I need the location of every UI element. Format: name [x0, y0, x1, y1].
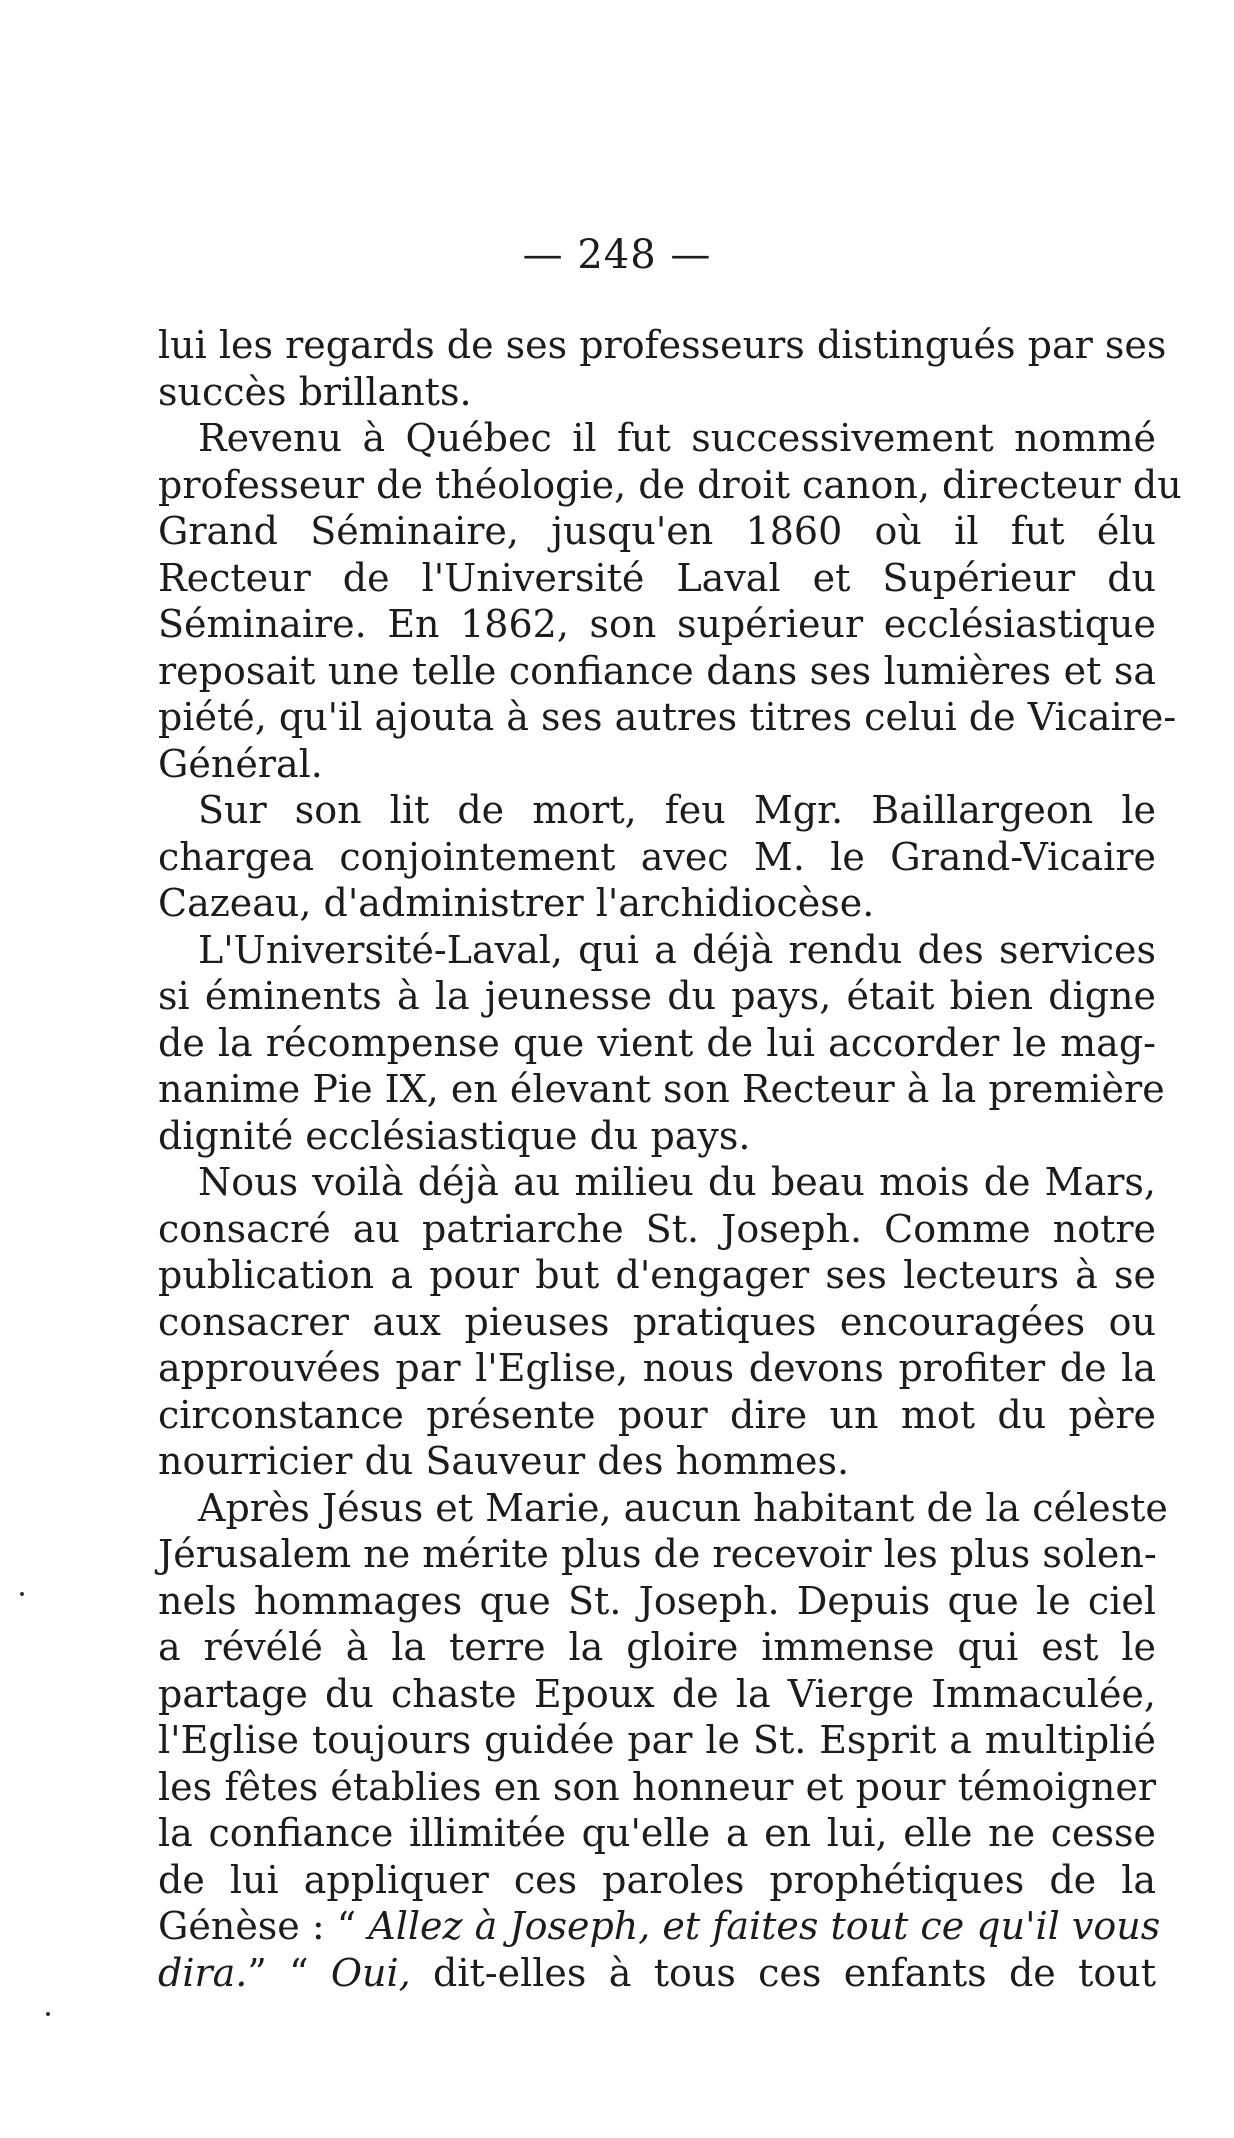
text-line: si éminents à la jeunesse du pays, était bien digne	[158, 974, 1156, 1018]
text-line-mixed	[158, 1903, 1161, 1950]
text-run: Génèse : “	[158, 1904, 357, 1948]
text-line: partage du chaste Epoux de la Vierge Immaculée,	[158, 1671, 1156, 1716]
text-line: circonstance présente pour dire un mot du père	[158, 1392, 1156, 1437]
text-line: nels hommages que St. Joseph. Depuis que le ciel	[158, 1578, 1156, 1623]
text-line-mixed	[158, 1950, 1156, 1997]
text-line: de lui appliquer ces paroles prophétiques de la	[158, 1857, 1156, 1902]
text-line: de la récompense que vient de lui accorder le mag-	[158, 1020, 1156, 1065]
text-line: consacrer aux pieuses pratiques encouragées ou	[158, 1299, 1156, 1344]
text-line: succès brillants.	[158, 369, 472, 414]
text-line: nanime Pie IX, en élevant son Recteur à la première	[158, 1067, 1165, 1111]
text-run: ” “	[247, 1950, 309, 1995]
text-line: lui les regards de ses professeurs distingués par ses	[158, 323, 1167, 367]
text-line: professeur de théologie, de droit canon, directeur du	[158, 462, 1182, 507]
text-line: chargea conjointement avec M. le Grand-Vicaire	[158, 834, 1156, 879]
text-line: Général.	[158, 741, 323, 786]
text-line: piété, qu'il ajouta à ses autres titres celui de Vicaire-	[158, 695, 1177, 739]
text-line: Recteur de l'Université Laval et Supérieur du	[158, 555, 1156, 600]
text-line: Cazeau, d'administrer l'archidiocèse.	[158, 881, 875, 925]
text-line: Séminaire. En 1862, son supérieur ecclésiastique	[158, 602, 1156, 646]
text-line: la confiance illimitée qu'elle a en lui, elle ne cesse	[158, 1811, 1156, 1855]
text-line: nourricier du Sauveur des hommes.	[158, 1439, 850, 1483]
italic-quote: Allez à Joseph, et faites tout ce qu'il vous	[368, 1904, 1161, 1948]
text-line: l'Eglise toujours guidée par le St. Esprit a multiplié	[158, 1718, 1156, 1762]
paragraph-start-line: Revenu à Québec il fut successivement nommé	[198, 416, 1156, 460]
text-line: Jérusalem ne mérite plus de recevoir les plus solen-	[158, 1532, 1157, 1576]
paragraph-start-line: Nous voilà déjà au milieu du beau mois de Mars,	[198, 1160, 1156, 1204]
page-number: — 248 —	[522, 232, 712, 278]
italic-quote: Oui,	[330, 1950, 411, 1995]
text-line: reposait une telle confiance dans ses lumières et sa	[158, 648, 1156, 693]
text-line: consacré au patriarche St. Joseph. Comme notre	[158, 1206, 1156, 1251]
text-line: publication a pour but d'engager ses lecteurs à se	[158, 1253, 1156, 1297]
margin-speck	[46, 2012, 50, 2016]
margin-speck	[20, 1592, 24, 1596]
body-text	[158, 322, 1182, 1996]
paragraph-start-line: L'Université-Laval, qui a déjà rendu des services	[198, 927, 1156, 972]
paragraph-start-line: Après Jésus et Marie, aucun habitant de la céleste	[198, 1485, 1168, 1530]
text-run: dit-elles à tous ces enfants de tout	[433, 1950, 1156, 1995]
paragraph-start-line: Sur son lit de mort, feu Mgr. Baillargeon le	[198, 788, 1156, 832]
text-line: Grand Séminaire, jusqu'en 1860 où il fut élu	[158, 509, 1156, 553]
text-line: les fêtes établies en son honneur et pour témoigner	[158, 1764, 1156, 1809]
text-line: approuvées par l'Eglise, nous devons profiter de la	[158, 1346, 1156, 1390]
text-line: dignité ecclésiastique du pays.	[158, 1113, 751, 1158]
text-line: a révélé à la terre la gloire immense qui est le	[158, 1625, 1156, 1669]
italic-quote: dira.	[158, 1950, 248, 1995]
